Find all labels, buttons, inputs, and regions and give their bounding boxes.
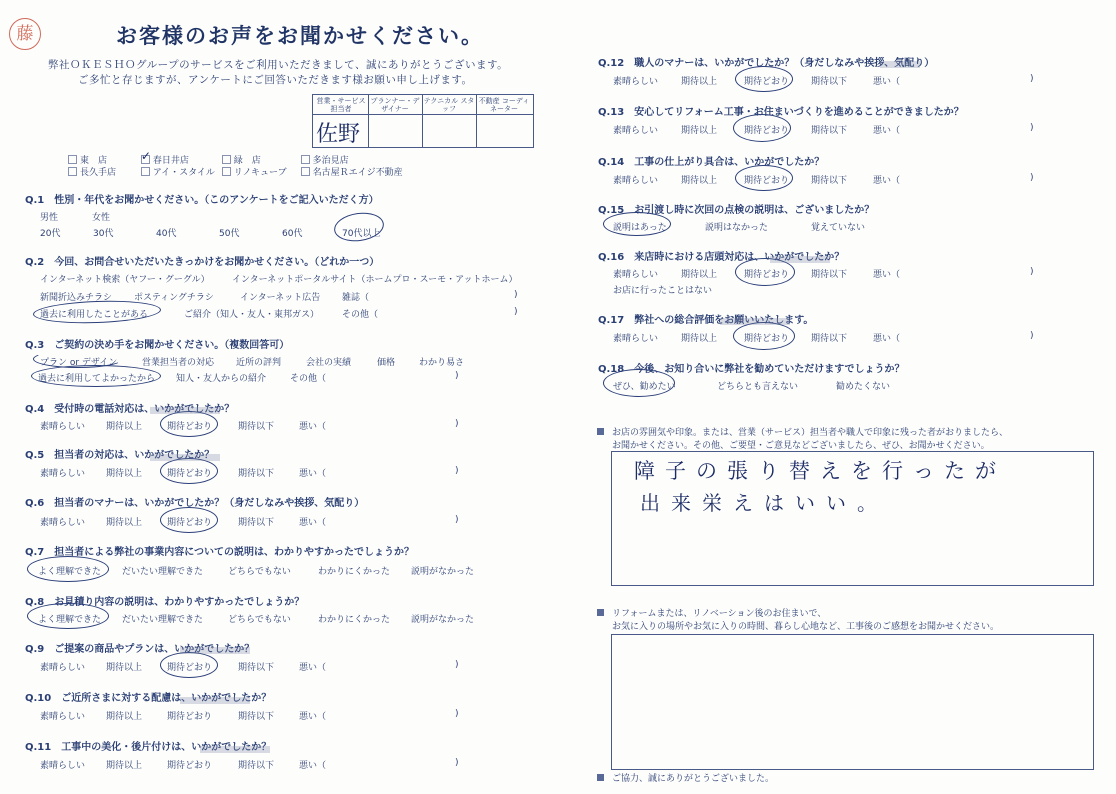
q9-opt-above[interactable]: 期待以上 <box>106 663 143 673</box>
q17-opt-bad[interactable]: 悪い（ <box>873 334 901 344</box>
q5-opt-below[interactable]: 期待以下 <box>238 469 275 479</box>
q5-opt-excellent[interactable]: 素晴らしい <box>40 469 86 479</box>
staff-header-technical: テクニカル スタッフ <box>423 97 475 113</box>
q1-age-40s[interactable]: 40代 <box>156 229 177 239</box>
footer-thanks: ご協力、誠にありがとうございました。 <box>597 771 774 784</box>
q13-label: Q.13 安心してリフォーム工事・お住まいづくりを進めることができましたか？ <box>598 107 964 118</box>
q1-age-20s[interactable]: 20代 <box>40 229 61 239</box>
store-list-row-1: 東 店 ✓ 春日井店 緑 店 多治見店 <box>68 153 349 166</box>
q12-close: ) <box>1030 74 1034 84</box>
q2-opt-posting-flyer[interactable]: ポスティングチラシ <box>134 293 214 303</box>
q12-label: Q.12 職人のマナーは、いかがでしたか？（身だしなみや挨拶、気配り） <box>598 58 935 69</box>
checkbox-nagoya-r-age[interactable] <box>301 167 310 176</box>
q6-close: ) <box>455 515 459 525</box>
q5-label: Q.5 担当者の対応は、いかがでしたか？ <box>25 450 215 461</box>
marker-q16 <box>770 256 830 263</box>
q6-label: Q.6 担当者のマナーは、いかがでしたか？（身だしなみや挨拶、気配り） <box>25 498 365 509</box>
q10-label: Q.10 ご近所さまに対する配慮は、いかがでしたか？ <box>25 693 272 704</box>
q1-age-50s[interactable]: 50代 <box>219 229 240 239</box>
q16-opt-bad[interactable]: 悪い（ <box>873 270 901 280</box>
q2-opt-magazine[interactable]: 雑誌（ <box>342 293 370 303</box>
q11-close: ) <box>455 758 459 768</box>
q11-opt-as-expected[interactable]: 期待どおり <box>167 761 213 771</box>
comment1-prompt-line-1: お店の雰囲気や印象。または、営業（サービス）担当者や職人で印象に残った者がおりましたら、 <box>597 425 1008 438</box>
comment2-prompt-line-2: お気に入りの場所やお気に入りの時間、暮らし心地など、工事後のご感想をお聞かせください。 <box>612 622 1000 632</box>
checkbox-tajimi-store[interactable] <box>301 155 310 164</box>
q2-opt-newspaper-flyer[interactable]: 新聞折込みチラシ <box>40 293 113 303</box>
q9-opt-excellent[interactable]: 素晴らしい <box>40 663 86 673</box>
q7-label: Q.7 担当者による弊社の事業内容についての説明は、わかりやすかったでしょうか？ <box>25 547 415 558</box>
q6-opt-above[interactable]: 期待以上 <box>106 518 143 528</box>
staff-table <box>312 94 534 148</box>
q13-opt-as-expected[interactable]: 期待どおり <box>744 126 790 136</box>
q14-opt-bad[interactable]: 悪い（ <box>873 176 901 186</box>
q6-opt-as-expected[interactable]: 期待どおり <box>167 518 213 528</box>
q1-age-70plus[interactable]: 70代以上 <box>342 229 381 239</box>
q14-label: Q.14 工事の仕上がり具合は、いかがでしたか？ <box>598 157 825 168</box>
q1-label: Q.1 性別・年代をお聞かせください。（このアンケートをご記入いただく方） <box>25 195 379 206</box>
q16-opt-below[interactable]: 期待以下 <box>811 270 848 280</box>
q3-opt-price[interactable]: 価格 <box>377 358 396 368</box>
q3-opt-used-before-good[interactable]: 過去に利用してよかったから <box>38 374 156 384</box>
q2-opt-referral[interactable]: ご紹介（知人・友人・東邦ガス） <box>184 310 320 320</box>
q3-close: ) <box>455 371 459 381</box>
q14-opt-below[interactable]: 期待以下 <box>811 176 848 186</box>
q12-opt-excellent[interactable]: 素晴らしい <box>613 77 659 87</box>
q15-opt-explained[interactable]: 説明はあった <box>613 223 667 233</box>
q17-opt-above[interactable]: 期待以上 <box>681 334 718 344</box>
q15-opt-not-explained[interactable]: 説明はなかった <box>705 223 769 233</box>
stamp-seal: 藤 <box>9 18 41 50</box>
marker-q17 <box>720 318 790 325</box>
q10-opt-as-expected[interactable]: 期待どおり <box>167 712 213 722</box>
q9-opt-bad[interactable]: 悪い（ <box>299 663 327 673</box>
bullet-square-icon <box>597 774 604 781</box>
checkbox-nagakute-store[interactable] <box>68 167 77 176</box>
q16-opt-as-expected[interactable]: 期待どおり <box>744 270 790 280</box>
q3-opt-sales-response[interactable]: 営業担当者の対応 <box>142 358 215 368</box>
marker-q12 <box>880 61 920 68</box>
q13-opt-bad[interactable]: 悪い（ <box>873 126 901 136</box>
comment2-prompt-line-1: リフォームまたは、リノベーション後のお住まいで、 <box>597 606 826 619</box>
q14-opt-above[interactable]: 期待以上 <box>681 176 718 186</box>
q6-opt-below[interactable]: 期待以下 <box>238 518 275 528</box>
q10-close: ) <box>455 709 459 719</box>
store-list-row-2: 長久手店 アイ・スタイル リノキューブ 名古屋Ｒエイジ不動産 <box>68 165 403 178</box>
q8-opt-mostly-understood[interactable]: だいたい理解できた <box>122 615 204 625</box>
q8-opt-neutral[interactable]: どちらでもない <box>228 615 291 625</box>
q2-opt-internet-search[interactable]: インターネット検索（ヤフー・グーグル） <box>40 275 210 285</box>
q17-opt-excellent[interactable]: 素晴らしい <box>613 334 659 344</box>
staff-header-realestate: 不動産 コーディネーター <box>478 97 530 113</box>
q6-opt-bad[interactable]: 悪い（ <box>299 518 327 528</box>
q2-opt-used-before[interactable]: 過去に利用したことがある <box>40 310 149 320</box>
marker-q5 <box>150 454 220 461</box>
q7-opt-neutral[interactable]: どちらでもない <box>228 567 291 577</box>
q13-opt-below[interactable]: 期待以下 <box>811 126 848 136</box>
checkbox-istyle-store[interactable] <box>141 167 150 176</box>
bullet-square-icon <box>597 609 604 616</box>
q1-age-60s[interactable]: 60代 <box>282 229 303 239</box>
q17-close: ) <box>1030 331 1034 341</box>
q10-opt-bad[interactable]: 悪い（ <box>299 712 327 722</box>
marker-q9 <box>180 647 250 654</box>
intro-line-1: 弊社ＯＫＥＳＨＯグループのサービスをご利用いただきまして、誠にありがとうございます。 <box>48 59 509 71</box>
q3-opt-reputation[interactable]: 近所の評判 <box>236 358 282 368</box>
q10-opt-above[interactable]: 期待以上 <box>106 712 143 722</box>
q5-opt-bad[interactable]: 悪い（ <box>299 469 327 479</box>
q3-label: Q.3 ご契約の決め手をお聞かせください。（複数回答可） <box>25 340 290 351</box>
q17-label: Q.17 弊社への総合評価をお願いいたします。 <box>598 315 814 326</box>
q17-opt-as-expected[interactable]: 期待どおり <box>744 334 790 344</box>
q2-opt-other[interactable]: その他（ <box>342 310 379 320</box>
q18-opt-definitely-recommend[interactable]: ぜひ、勧めたい <box>613 382 676 392</box>
q8-opt-no-explanation[interactable]: 説明がなかった <box>411 615 475 625</box>
q14-close: ) <box>1030 173 1034 183</box>
staff-header-planner: プランナー・デザイナー <box>370 97 420 113</box>
q16-opt-above[interactable]: 期待以上 <box>681 270 718 280</box>
checkbox-east-store[interactable] <box>68 155 77 164</box>
q16-close: ) <box>1030 267 1034 277</box>
comment2-textarea[interactable] <box>611 634 1094 770</box>
q10-opt-below[interactable]: 期待以下 <box>238 712 275 722</box>
q15-label: Q.15 お引渡し時に次回の点検の説明は、ございましたか？ <box>598 205 875 216</box>
bullet-square-icon <box>597 428 604 435</box>
q4-opt-excellent[interactable]: 素晴らしい <box>40 422 86 432</box>
q5-close: ) <box>455 466 459 476</box>
q11-opt-excellent[interactable]: 素晴らしい <box>40 761 86 771</box>
q9-opt-as-expected[interactable]: 期待どおり <box>167 663 213 673</box>
q1-gender-male[interactable]: 男性 <box>40 213 59 223</box>
q5-opt-above[interactable]: 期待以上 <box>106 469 143 479</box>
checkbox-renocube-store[interactable] <box>222 167 231 176</box>
page-title: お客様のお声をお聞かせください。 <box>116 24 484 48</box>
q16-opt-excellent[interactable]: 素晴らしい <box>613 270 659 280</box>
q3-opt-other[interactable]: その他（ <box>290 374 327 384</box>
comment1-handwritten-line-2: 出来栄えはいい。 <box>640 491 888 515</box>
marker-q10 <box>180 697 250 704</box>
q11-opt-below[interactable]: 期待以下 <box>238 761 275 771</box>
q16-opt-never-visited[interactable]: お店に行ったことはない <box>613 286 713 296</box>
comment1-handwritten-line-1: 障子の張り替えを行ったが <box>634 459 1006 483</box>
intro-line-2: ご多忙と存じますが、アンケートにご回答いただきます様お願い申し上げます。 <box>78 74 473 86</box>
q3-opt-plan-design[interactable]: プラン or デザイン <box>40 358 118 368</box>
q11-opt-above[interactable]: 期待以上 <box>106 761 143 771</box>
q6-opt-excellent[interactable]: 素晴らしい <box>40 518 86 528</box>
staff-header-sales: 営業・サービス担当者 <box>316 97 366 113</box>
q7-opt-unclear[interactable]: わかりにくかった <box>318 567 391 577</box>
q15-opt-dont-remember[interactable]: 覚えていない <box>811 223 866 233</box>
q4-opt-as-expected[interactable]: 期待どおり <box>167 422 213 432</box>
q13-close: ) <box>1030 123 1034 133</box>
q18-opt-not-recommend[interactable]: 勧めたくない <box>836 382 891 392</box>
q7-opt-understood-well[interactable]: よく理解できた <box>38 567 102 577</box>
q12-opt-as-expected[interactable]: 期待どおり <box>744 77 790 87</box>
marker-q4 <box>150 407 220 414</box>
q2-opt-portal-site[interactable]: インターネットポータルサイト（ホームプロ・スーモ・アットホーム） <box>232 275 518 285</box>
marker-q11 <box>200 746 270 753</box>
q2-opt-internet-ad[interactable]: インターネット広告 <box>240 293 321 303</box>
q11-label: Q.11 工事中の美化・後片付けは、いかがでしたか？ <box>25 742 272 753</box>
q3-opt-friend-referral[interactable]: 知人・友人からの紹介 <box>176 374 267 384</box>
q8-opt-understood-well[interactable]: よく理解できた <box>38 615 102 625</box>
comment1-prompt-line-2: お聞かせください。その他、ご要望・ご意見などございましたら、ぜひ、お聞かせください。 <box>612 441 990 451</box>
q4-close: ) <box>455 419 459 429</box>
q18-label: Q.18 今後、お知り合いに弊社を勧めていただけますでしょうか？ <box>598 364 905 375</box>
q9-opt-below[interactable]: 期待以下 <box>238 663 275 673</box>
q2-row3-close: ) <box>514 307 518 317</box>
q18-opt-neutral[interactable]: どちらとも言えない <box>717 382 799 392</box>
q2-label: Q.2 今回、お問合せいただいたきっかけをお聞かせください。（どれか一つ） <box>25 257 380 268</box>
q1-age-30s[interactable]: 30代 <box>93 229 114 239</box>
q9-close: ) <box>455 660 459 670</box>
q14-opt-excellent[interactable]: 素晴らしい <box>613 176 659 186</box>
q2-row2-close: ) <box>514 290 518 300</box>
q8-label: Q.8 お見積り内容の説明は、わかりやすかったでしょうか？ <box>25 597 305 608</box>
q14-opt-as-expected[interactable]: 期待どおり <box>744 176 790 186</box>
q17-opt-below[interactable]: 期待以下 <box>811 334 848 344</box>
q13-opt-excellent[interactable]: 素晴らしい <box>613 126 659 136</box>
q3-opt-clarity[interactable]: わかり易さ <box>419 358 465 368</box>
q1-gender-female[interactable]: 女性 <box>92 213 111 223</box>
checkbox-midori-store[interactable] <box>222 155 231 164</box>
q11-opt-bad[interactable]: 悪い（ <box>299 761 327 771</box>
q8-opt-unclear[interactable]: わかりにくかった <box>318 615 391 625</box>
q7-opt-mostly-understood[interactable]: だいたい理解できた <box>122 567 204 577</box>
q12-opt-bad[interactable]: 悪い（ <box>873 77 901 87</box>
staff-name-handwritten: 佐野 <box>316 122 361 147</box>
q12-opt-above[interactable]: 期待以上 <box>681 77 718 87</box>
q13-opt-above[interactable]: 期待以上 <box>681 126 718 136</box>
q5-opt-as-expected[interactable]: 期待どおり <box>167 469 213 479</box>
q16-label: Q.16 来店時における店頭対応は、いかがでしたか？ <box>598 252 845 263</box>
q4-opt-below[interactable]: 期待以下 <box>238 422 275 432</box>
q3-opt-track-record[interactable]: 会社の実績 <box>306 358 352 368</box>
q12-opt-below[interactable]: 期待以下 <box>811 77 848 87</box>
q9-label: Q.9 ご提案の商品やプランは、いかがでしたか？ <box>25 644 255 655</box>
q10-opt-excellent[interactable]: 素晴らしい <box>40 712 86 722</box>
checkbox-kasugai-store[interactable]: ✓ <box>140 149 151 163</box>
q4-label: Q.4 受付時の電話対応は、いかがでしたか？ <box>25 404 235 415</box>
q4-opt-bad[interactable]: 悪い（ <box>299 422 327 432</box>
q7-opt-no-explanation[interactable]: 説明がなかった <box>411 567 475 577</box>
q4-opt-above[interactable]: 期待以上 <box>106 422 143 432</box>
